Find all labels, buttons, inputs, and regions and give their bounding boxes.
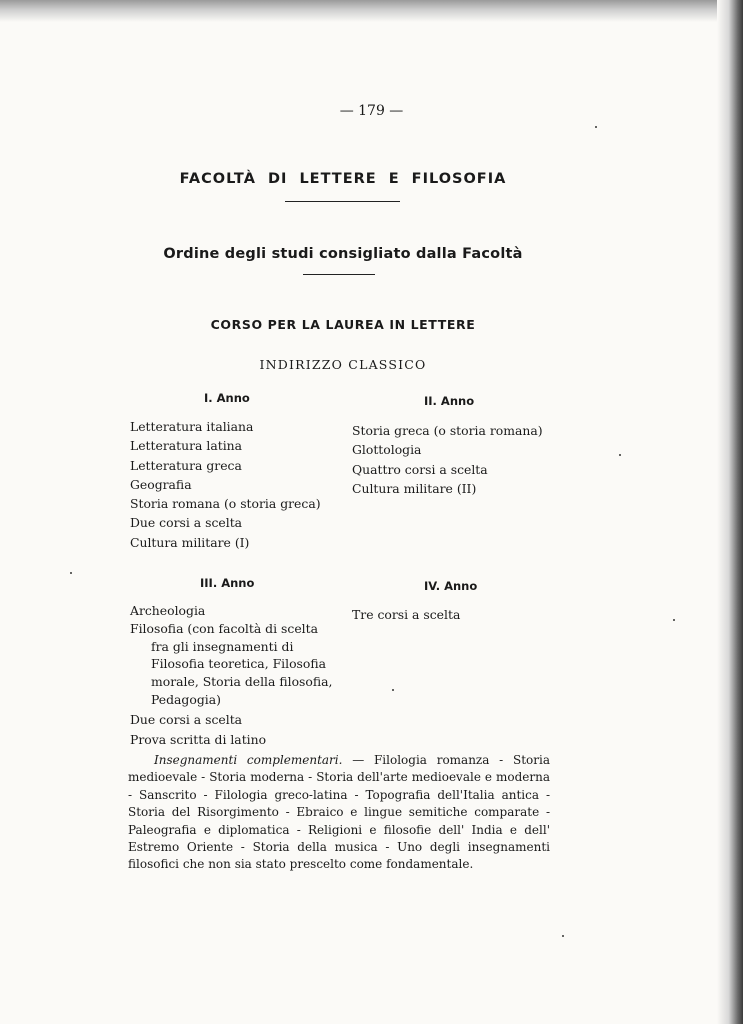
scan-speck xyxy=(392,689,394,691)
track-title: INDIRIZZO CLASSICO xyxy=(259,357,427,372)
course-item: Due corsi a scelta xyxy=(130,712,243,728)
year-2-course-list xyxy=(352,421,543,498)
complementary-label: Insegnamenti complementari. xyxy=(154,753,343,767)
course-item: Storia greca (o storia romana) xyxy=(352,423,543,438)
course-item: Geografia xyxy=(130,476,192,492)
scan-speck xyxy=(673,619,675,621)
course-item: Glottologia xyxy=(352,442,422,458)
course-item: Quattro corsi a scelta xyxy=(352,461,488,477)
order-title: Ordine degli studi consigliato dalla Facoltà xyxy=(163,246,523,262)
course-item: Tre corsi a scelta xyxy=(352,607,461,622)
scan-speck xyxy=(619,454,621,456)
course-item: Filosofia (con facoltà di scelta fra gli insegnamenti di Filosofia teoretica, Filosofia morale, Storia della filosofia, Pedagogia) xyxy=(130,621,333,707)
course-item: Cultura militare (II) xyxy=(352,480,477,496)
year-1-course-list xyxy=(130,417,321,552)
title-rule xyxy=(285,201,400,202)
subtitle-rule xyxy=(303,274,375,275)
course-item: Prova scritta di latino xyxy=(130,731,267,747)
scan-right-edge xyxy=(717,0,743,1024)
course-item: Archeologia xyxy=(130,603,206,618)
course-item: Due corsi a scelta xyxy=(130,515,243,531)
scan-speck xyxy=(70,572,72,574)
complementary-courses-paragraph xyxy=(128,752,550,874)
course-title: CORSO PER LA LAUREA IN LETTERE xyxy=(210,317,476,332)
year-2-heading: II. Anno xyxy=(424,394,475,408)
year-3-heading: III. Anno xyxy=(200,576,255,590)
faculty-title: FACOLTÀ DI LETTERE E FILOSOFIA xyxy=(179,171,507,187)
scan-speck xyxy=(562,935,564,937)
scan-speck xyxy=(595,126,597,128)
course-item: Letteratura greca xyxy=(130,457,242,473)
scan-top-edge xyxy=(0,0,743,22)
course-item: Cultura militare (I) xyxy=(130,534,250,550)
page-number: — 179 — xyxy=(339,103,404,119)
year-3-course-list xyxy=(130,601,335,749)
year-4-heading: IV. Anno xyxy=(424,579,478,593)
course-item: Storia romana (o storia greca) xyxy=(130,496,321,512)
course-item: Letteratura latina xyxy=(130,438,243,454)
year-4-course-list xyxy=(352,605,460,624)
complementary-text: — Filologia romanza - Storia medioevale - Storia moderna - Storia dell'arte medioevale e moderna - Sanscrito - Filologia greco-latina - Topografia dell'Italia antica - Storia del Risorgimento - Ebraico e lingue semitiche comparate - Paleografia e diplomatica - Religioni e filosofie dell' India e dell' Estremo Oriente - Storia della musica - Uno degli insegnamenti filosofici che non sia stato prescelto come fondamentale. xyxy=(128,753,550,872)
year-1-heading: I. Anno xyxy=(204,391,250,405)
course-item: Letteratura italiana xyxy=(130,419,254,434)
